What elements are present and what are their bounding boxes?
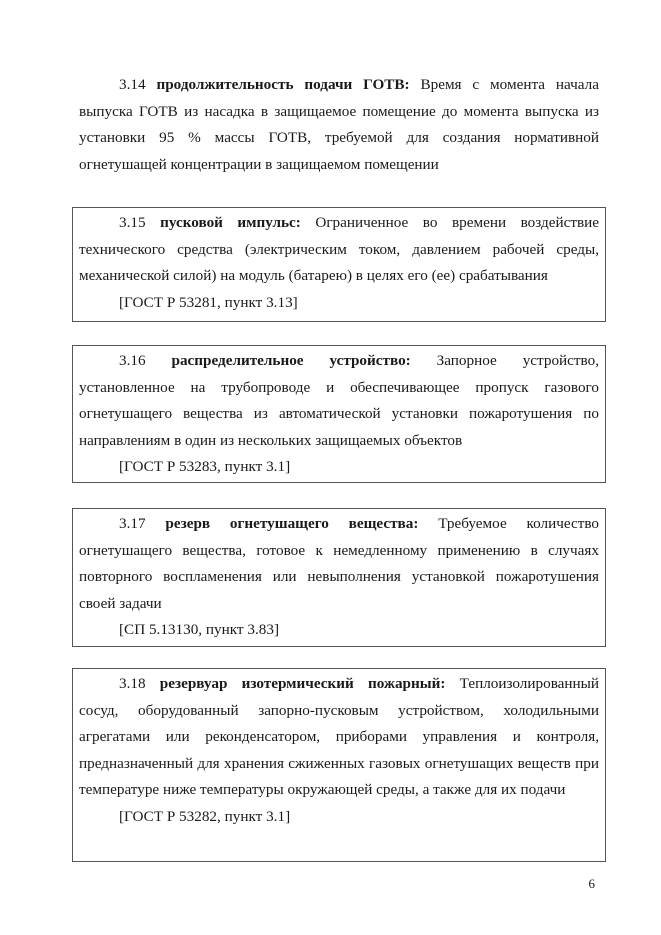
definition-paragraph [79,671,599,804]
term: распределительное устройство: [171,352,411,369]
entry-number: 3.16 [119,352,146,369]
source-reference: [СП 5.13130, пункт 3.83] [119,621,280,638]
definition-text: Теплоизолированный сосуд, оборудованный запорно-пусковым устройством, холодильными агрегатами или реконденсатором, приборами управления и контроля, предназначенный для хранения сжиженных газовых огнетушащих веществ при температуре ниже температуры окружающей среды, а также для их подачи [79,675,600,798]
definition-paragraph [79,348,599,454]
definition-paragraph [79,210,599,290]
definition-entry-3-18 [72,668,606,862]
entry-number: 3.18 [119,675,146,692]
definition-entry-3-15 [72,207,606,322]
source-reference: [ГОСТ Р 53282, пункт 3.1] [119,807,291,825]
definition-text: Требуемое количество огнетушащего вещества, готовое к немедленному применению в случаях повторного воспламенения или невыполнения установкой пожаротушения своей задачи [79,515,600,612]
term: резерв огнетушащего вещества: [165,515,419,532]
definition-paragraph [79,72,599,178]
definition-paragraph [79,511,599,617]
source-reference: [ГОСТ Р 53283, пункт 3.1] [119,458,291,475]
entry-number: 3.17 [119,515,146,532]
definition-text: Ограниченное во времени воздействие технического средства (электрическим током, давлением рабочей среды, механической силой) на модуль (батарею) в целях его (ее) срабатывания [79,214,599,284]
term: продолжительность подачи ГОТВ: [156,76,410,93]
entry-number: 3.15 [119,214,146,231]
definition-text: Запорное устройство, установленное на трубопроводе и обеспечивающее пропуск газового огнетушащего вещества из автоматической установки пожаротушения по направлениям в один из нескольких защищаемых объектов [79,352,599,449]
entry-number: 3.14 [119,76,146,93]
definition-entry-3-14 [72,72,606,178]
definition-entry-3-16 [72,345,606,483]
page-number: 6 [588,876,595,891]
definition-text: Время с момента начала выпуска ГОТВ из насадка в защищаемое помещение до момента выпуска из установки 95 % массы ГОТВ, требуемой для создания нормативной огнетушащей концентрации в защищаемом помещении [79,76,599,173]
source-reference: [ГОСТ Р 53281, пункт 3.13] [119,293,298,311]
term: резервуар изотермический пожарный: [159,675,446,692]
term: пусковой импульс: [160,214,301,231]
definition-entry-3-17 [72,508,606,647]
